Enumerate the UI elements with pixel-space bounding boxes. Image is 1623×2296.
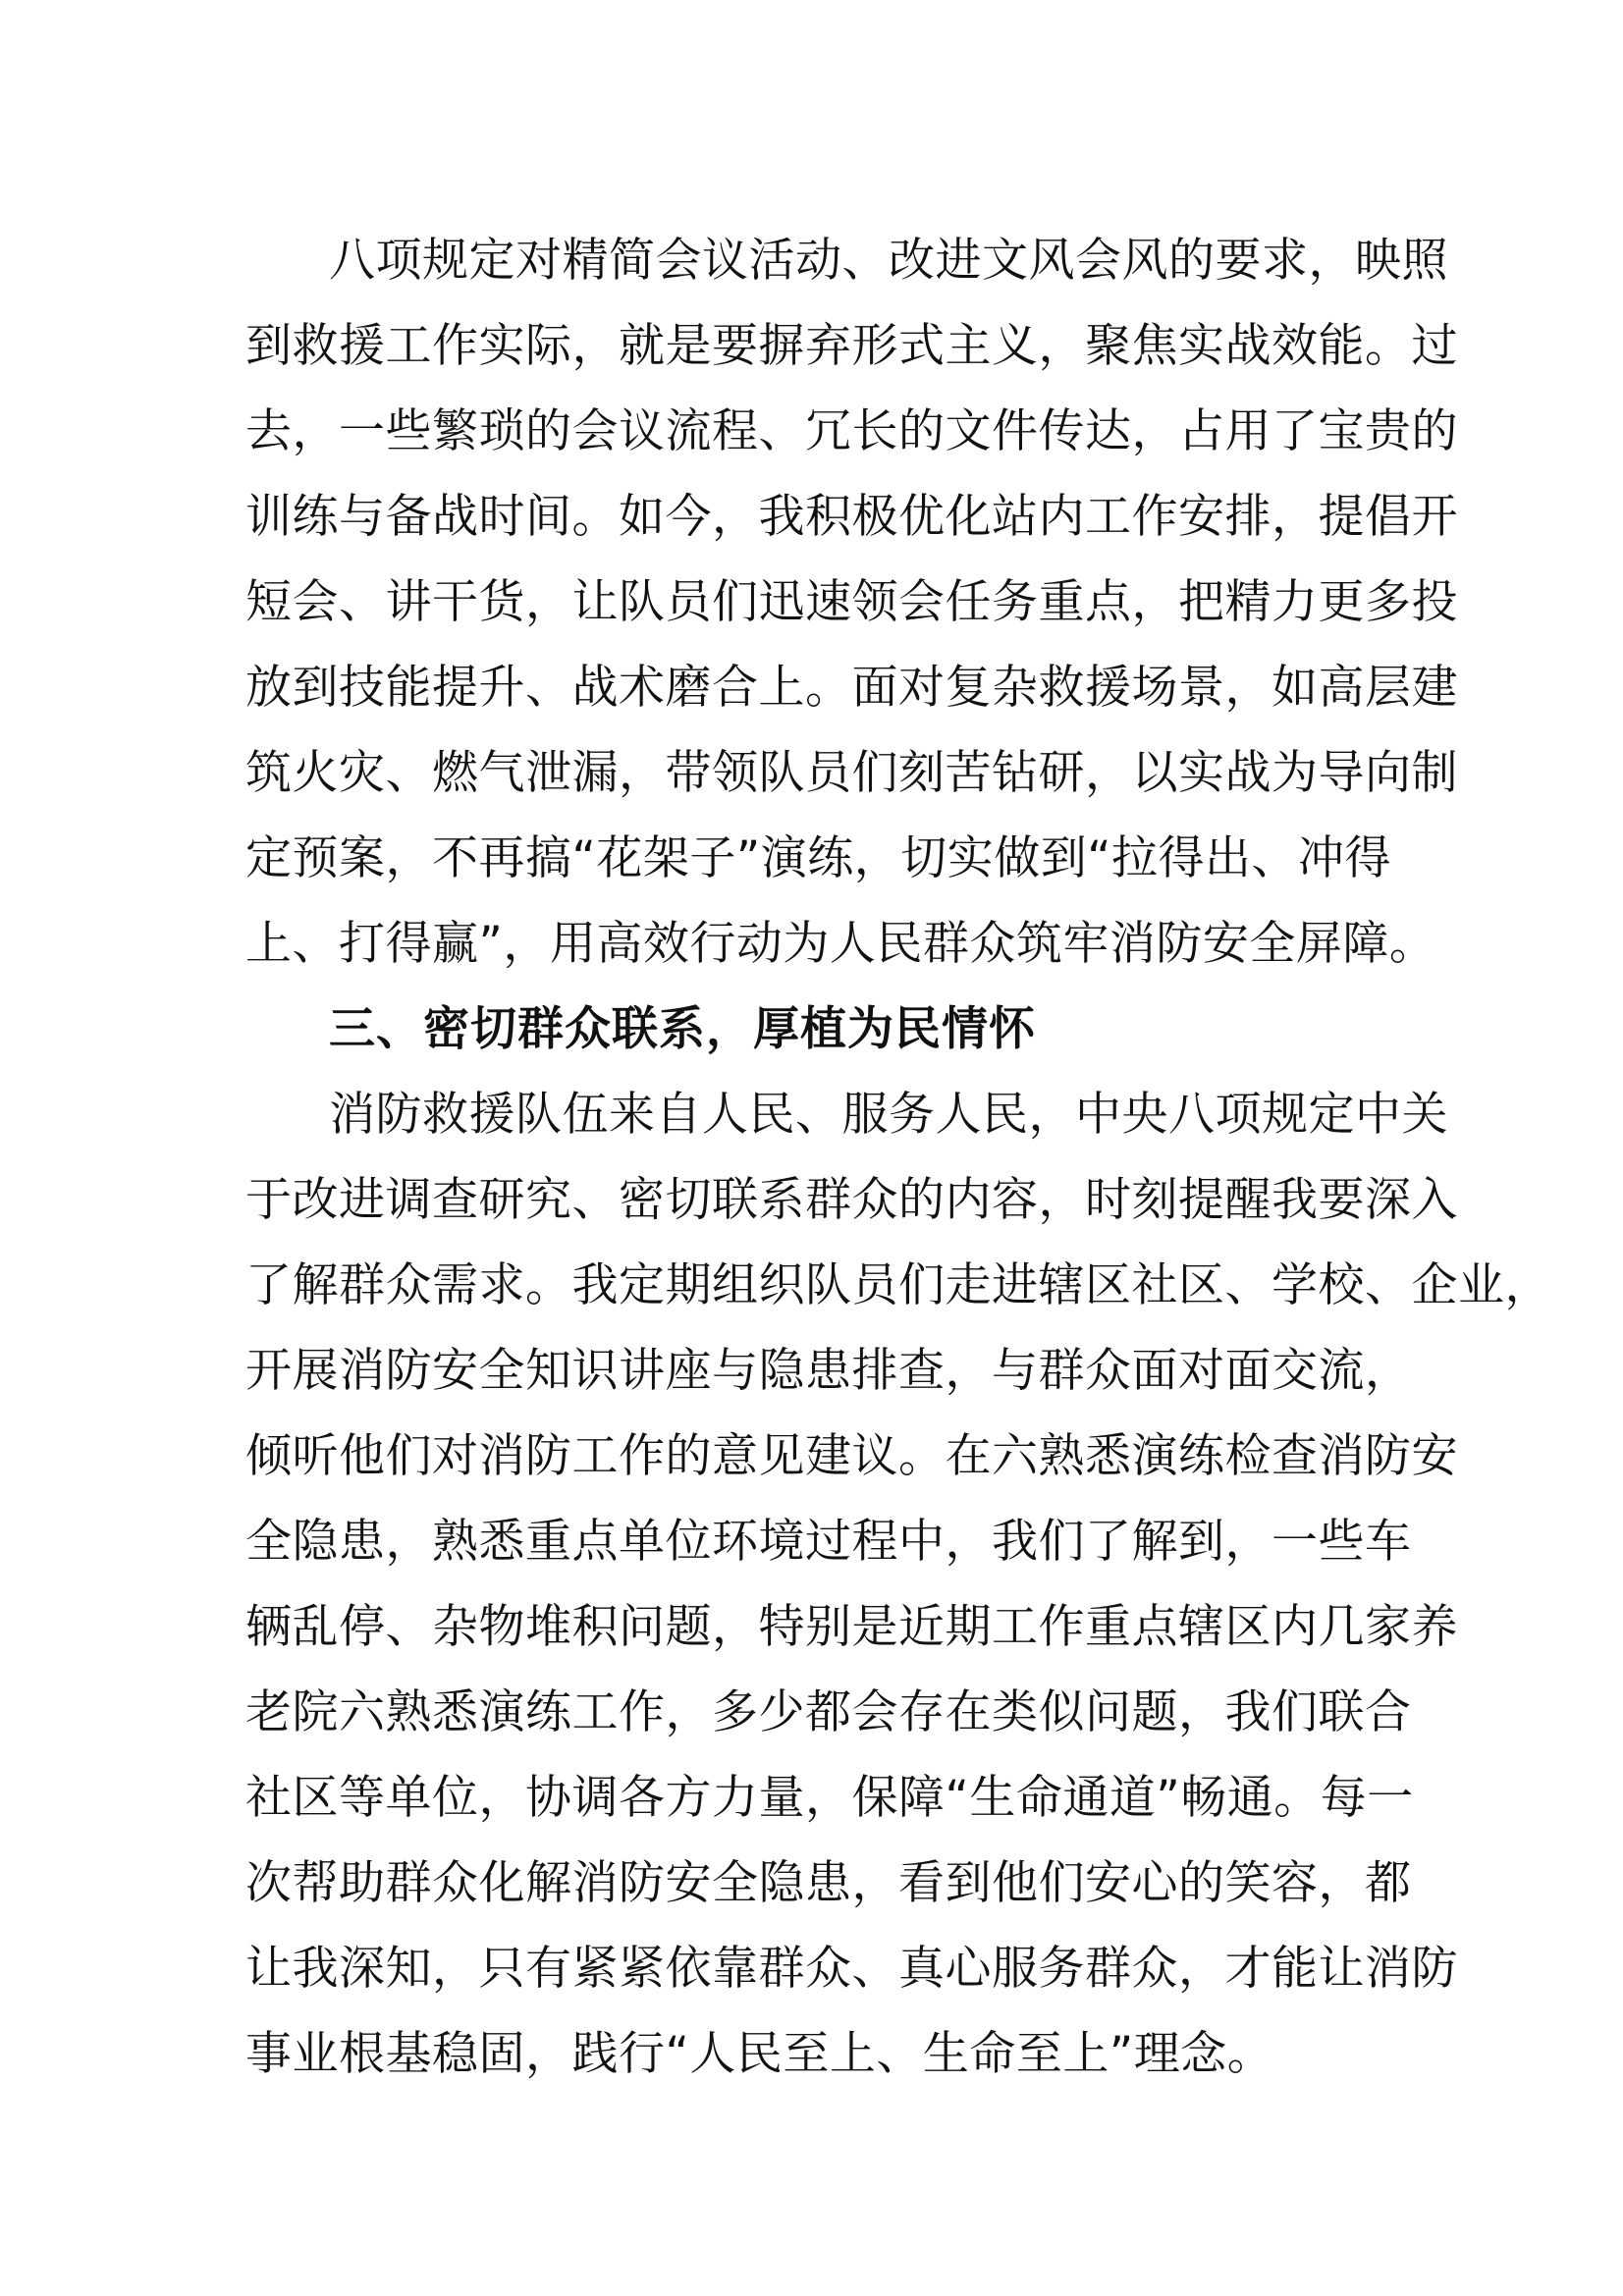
- paragraph-2-line-4: 开展消防安全知识讲座与隐患排查，与群众面对面交流，: [245, 1344, 1412, 1398]
- paragraph-2-line-1: 消防救援队伍来自人民、服务人民，中央八项规定中关: [329, 1088, 1448, 1142]
- paragraph-1-line-1: 八项规定对精简会议活动、改进文风会风的要求，映照: [329, 234, 1448, 288]
- paragraph-2-line-8: 老院六熟悉演练工作，多少都会存在类似问题，我们联合: [245, 1685, 1412, 1739]
- paragraph-1-line-4: 训练与备战时间。如今，我积极优化站内工作安排，提倡开: [245, 490, 1458, 544]
- paragraph-2-line-5: 倾听他们对消防工作的意见建议。在六熟悉演练检查消防安: [245, 1429, 1458, 1483]
- paragraph-1-line-9: 上、打得赢”，用高效行动为人民群众筑牢消防安全屏障。: [245, 917, 1436, 971]
- section-heading-3: 三、密切群众联系，厚植为民情怀: [329, 1002, 1036, 1056]
- paragraph-2-line-10: 次帮助群众化解消防安全隐患，看到他们安心的笑容，都: [245, 1856, 1412, 1910]
- paragraph-2-line-3: 了解群众需求。我定期组织队员们走进辖区社区、学校、企业，: [245, 1258, 1551, 1312]
- paragraph-2-line-9: 社区等单位，协调各方力量，保障“生命通道”畅通。每一: [245, 1771, 1414, 1825]
- paragraph-2-line-6: 全隐患，熟悉重点单位环境过程中，我们了解到，一些车: [245, 1515, 1412, 1569]
- paragraph-1-line-5: 短会、讲干货，让队员们迅速领会任务重点，把精力更多投: [245, 575, 1458, 629]
- paragraph-1-line-8: 定预案，不再搞“花架子”演练，切实做到“拉得出、冲得: [245, 831, 1392, 885]
- paragraph-2-line-7: 辆乱停、杂物堆积问题，特别是近期工作重点辖区内几家养: [245, 1600, 1458, 1654]
- paragraph-2-line-12: 事业根基稳固，践行“人民至上、生命至上”理念。: [245, 2027, 1274, 2081]
- paragraph-1-line-6: 放到技能提升、战术磨合上。面对复杂救援场景，如高层建: [245, 661, 1458, 715]
- paragraph-2-line-2: 于改进调查研究、密切联系群众的内容，时刻提醒我要深入: [245, 1173, 1458, 1227]
- paragraph-1-line-3: 去，一些繁琐的会议流程、冗长的文件传达，占用了宝贵的: [245, 404, 1458, 458]
- paragraph-1-line-7: 筑火灾、燃气泄漏，带领队员们刻苦钻研，以实战为导向制: [245, 746, 1458, 800]
- paragraph-2-line-11: 让我深知，只有紧紧依靠群众、真心服务群众，才能让消防: [245, 1942, 1458, 1996]
- paragraph-1-line-2: 到救援工作实际，就是要摒弃形式主义，聚焦实战效能。过: [245, 319, 1458, 373]
